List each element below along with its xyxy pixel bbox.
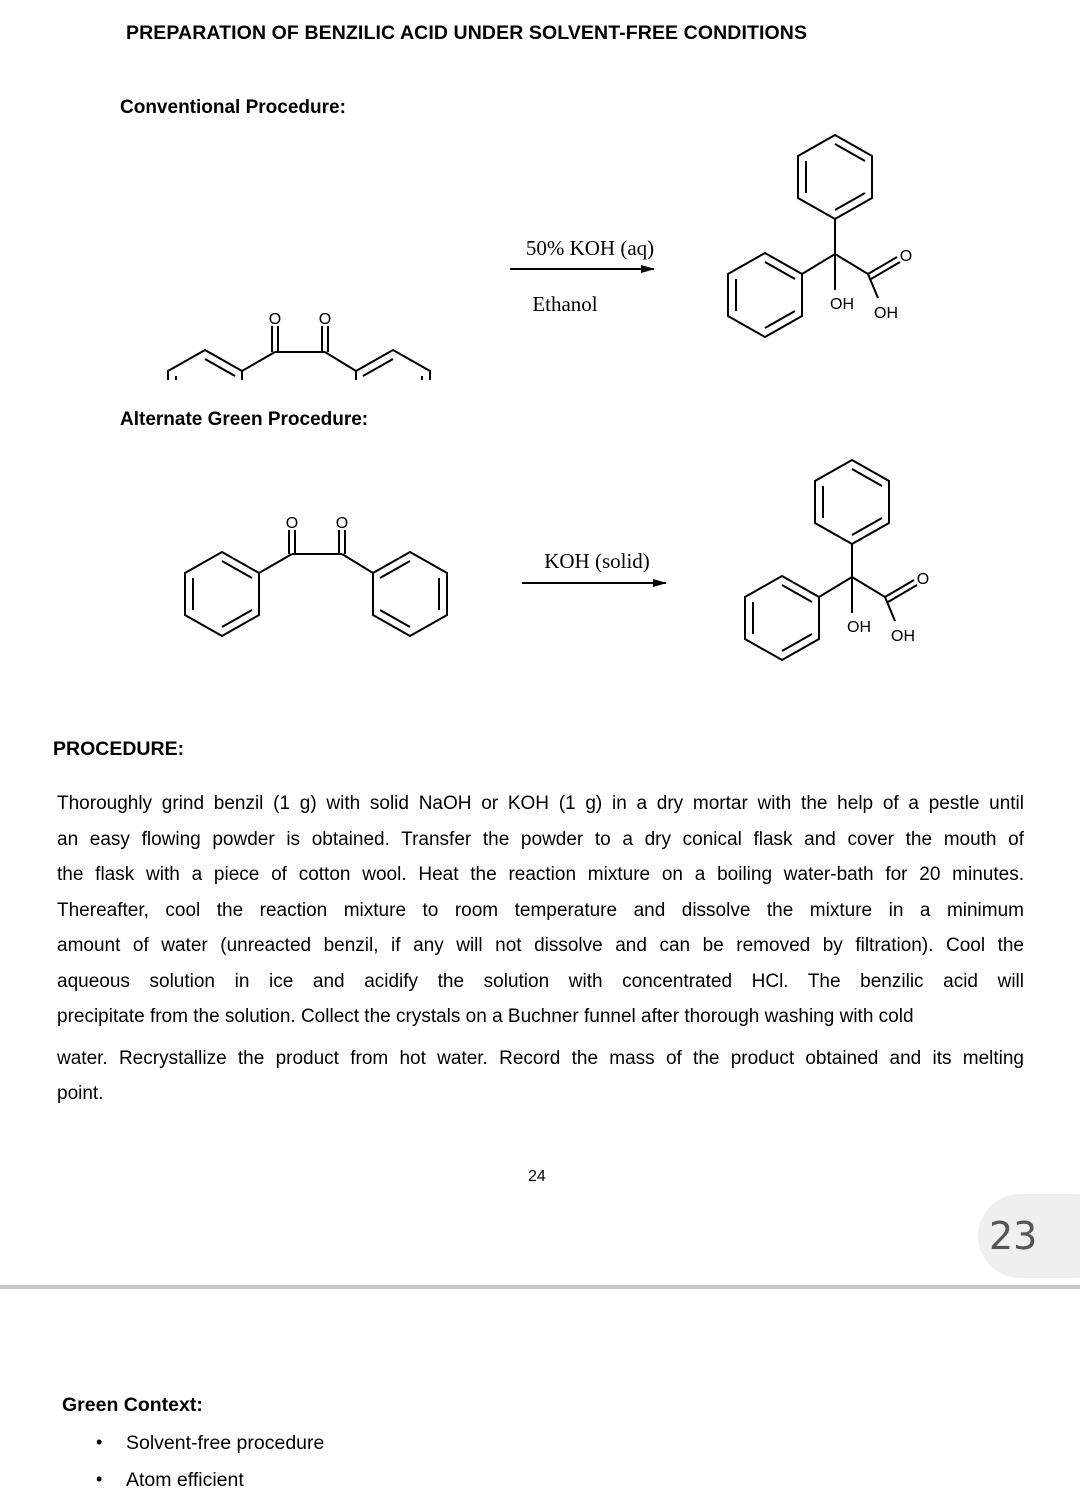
- green-reaction-scheme: [0, 440, 1080, 680]
- hydroxyl-label: OH: [830, 296, 854, 313]
- page-separator: [0, 1285, 1080, 1289]
- benzil-structure: [168, 326, 430, 380]
- paragraph-line: aqueous solution in ice and acidify the solution with concentrated HCl. The benzilic acid will: [57, 970, 1024, 992]
- conventional-procedure-heading: Conventional Procedure:: [120, 97, 346, 118]
- carboxyl-oxygen-label: O: [899, 248, 913, 265]
- paragraph-line: Thereafter, cool the reaction mixture to room temperature and dissolve the mixture in a minimum: [57, 899, 1024, 921]
- viewer-page-number: 23: [989, 1214, 1038, 1258]
- benzene-ring: [728, 253, 802, 337]
- carbonyl-oxygen-label: O: [335, 515, 349, 532]
- benzene-ring: [168, 350, 242, 380]
- paragraph-line: water. Recrystallize the product from hot water. Record the mass of the product obtained and its melting: [57, 1047, 1024, 1069]
- carbonyl-oxygen-label: O: [268, 311, 282, 328]
- procedure-heading: PROCEDURE:: [53, 738, 185, 760]
- procedure-paragraph: [57, 786, 1024, 1112]
- reagent-label: KOH (solid): [544, 549, 650, 573]
- benzene-ring: [815, 460, 889, 544]
- paragraph-line: Thoroughly grind benzil (1 g) with solid NaOH or KOH (1 g) in a dry mortar with the help of a pestle until: [57, 793, 1024, 814]
- carbonyl-oxygen-label: O: [285, 515, 299, 532]
- paragraph-line: the flask with a piece of cotton wool. Heat the reaction mixture on a boiling water-bath for 20 minutes.: [57, 864, 1024, 885]
- list-item: • Solvent-free procedure: [96, 1432, 324, 1469]
- reagent-label: 50% KOH (aq): [525, 236, 655, 260]
- list-item: • Atom efficient: [96, 1469, 324, 1506]
- benzene-ring: [798, 135, 872, 219]
- benzene-ring: [185, 552, 259, 636]
- paragraph-line: amount of water (unreacted benzil, if any will not dissolve and can be removed by filtration). Cool the: [57, 935, 1024, 956]
- green-procedure-heading: Alternate Green Procedure:: [120, 409, 369, 430]
- benzene-ring: [373, 552, 447, 636]
- hydroxyl-label: OH: [874, 305, 898, 322]
- paragraph-line: precipitate from the solution. Collect the crystals on a Buchner funnel after thorough washing with cold: [57, 1006, 914, 1027]
- benzil-structure: [185, 530, 447, 636]
- carbonyl-oxygen-label: O: [318, 311, 332, 328]
- solvent-label: Ethanol: [532, 292, 598, 316]
- paragraph-line: an easy flowing powder is obtained. Transfer the powder to a dry conical flask and cover the mouth of: [57, 828, 1024, 850]
- green-context-heading: Green Context:: [62, 1394, 203, 1416]
- conventional-reaction-scheme: [0, 120, 1080, 380]
- hydroxyl-label: OH: [847, 619, 871, 636]
- benzene-ring: [356, 350, 430, 380]
- green-context-list: [96, 1432, 324, 1506]
- printed-page-number: 24: [528, 1168, 546, 1185]
- benzene-ring: [745, 576, 819, 660]
- hydroxyl-label: OH: [891, 628, 915, 645]
- paragraph-line: point.: [57, 1083, 104, 1104]
- page-title: PREPARATION OF BENZILIC ACID UNDER SOLVENT-FREE CONDITIONS: [126, 22, 808, 44]
- viewer-page-indicator: [978, 1194, 1080, 1278]
- carboxyl-oxygen-label: O: [916, 571, 930, 588]
